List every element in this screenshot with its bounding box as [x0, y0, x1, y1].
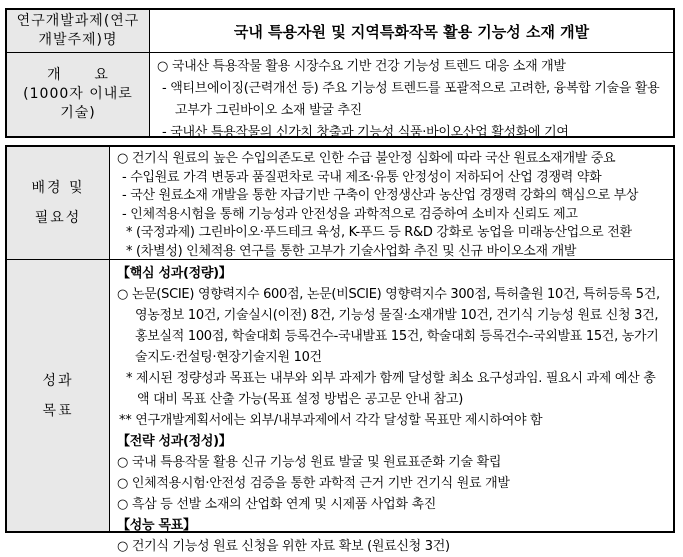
project-name-label: [7, 10, 150, 52]
background-label-lines: [31, 173, 84, 233]
goals-content: [110, 260, 673, 554]
text-paragraph: ○ 건기식 원료의 높은 수입의존도로 인한 수급 불안정 심화에 따라 국산 원료소재개발 중요: [117, 151, 616, 166]
goals-label: [7, 260, 110, 531]
background-row: [7, 147, 673, 260]
background-label: [7, 147, 110, 259]
text-paragraph: ○ 흑삼 등 선발 소재의 산업화 연계 및 시제품 사업화 촉진: [117, 497, 437, 512]
overview-content: [150, 53, 673, 140]
label-line: 개 요: [47, 67, 109, 83]
text-paragraph: * (국정과제) 그린바이오·푸드테크 육성, K-푸드 등 R&D 강화로 농업을 미래농산업으로 전환: [126, 225, 632, 241]
background-goals-table: [5, 145, 675, 554]
text-paragraph: ** 연구개발계획서에는 외부/내부과제에서 각각 달성할 목표만 제시하여야 함: [119, 413, 543, 428]
text-paragraph: - 액티브에이징(근력개선 등) 주요 기능성 트렌드를 포괄적으로 고려한, 융복합 기술을 활용 고부가 그린바이오 소재 발굴 추진: [162, 81, 660, 118]
section-header: 【전략 성과(정성)】: [117, 434, 232, 449]
text-paragraph: ○ 건기식 기능성 원료 신청을 위한 자료 확보 (원료신청 3건): [117, 539, 450, 554]
label-line: 필요성: [34, 210, 82, 226]
label-line: 기술): [60, 105, 96, 121]
text-paragraph: - 인체적용시험을 통해 기능성과 안전성을 과학적으로 검증하여 소비자 신뢰도 제고: [122, 206, 578, 222]
text-paragraph: - 국내산 특용작물의 신가치 창출과 기능성 식품·바이오산업 활성화에 기여: [162, 125, 569, 140]
overview-row: [7, 53, 673, 140]
overview-label-lines: [23, 66, 133, 123]
overview-label: [7, 53, 150, 136]
project-name-label-lines: [17, 12, 140, 50]
section-header: 【성능 목표】: [117, 518, 196, 533]
text-paragraph: ○ 국내산 특용작물 활용 시장수요 기반 건강 기능성 트렌드 대응 소재 개발: [157, 59, 566, 74]
text-paragraph: * 제시된 정량성과 목표는 내부와 외부 과제가 함께 달성할 최소 요구성과임. 필요시 과제 예산 총액 대비 목표 산출 가능(목표 설정 방법은 공고문 안내 참고): [126, 371, 656, 407]
label-line: 개발주제)명: [38, 32, 118, 48]
label-line: 목표: [42, 402, 74, 419]
text-paragraph: - 국산 원료소재 개발을 통한 자급기반 구축이 안정생산과 농산업 경쟁력 강화의 핵심으로 부상: [122, 188, 639, 204]
background-content: [110, 147, 673, 259]
text-paragraph: ○ 인체적용시험·안전성 검증을 통한 과학적 근거 기반 건기식 원료 개발: [117, 476, 510, 491]
label-line: 성과: [42, 372, 74, 389]
text-paragraph: ○ 국내 특용작물 활용 신규 기능성 원료 발굴 및 원료표준화 기술 확립: [117, 455, 502, 470]
goals-row: [7, 260, 673, 554]
label-line: 배경 및: [31, 180, 85, 196]
project-overview-table: [5, 8, 675, 138]
section-header: 【핵심 성과(정량)】: [117, 266, 232, 281]
label-line: 연구개발과제(연구: [16, 13, 140, 29]
text-paragraph: ○ 논문(SCIE) 영향력지수 600점, 논문(비SCIE) 영향력지수 300점, 특허출원 10건, 특허등록 5건, 영농정보 10건, 기술실시(이전) 8건, 기능성 물질·소재개발 10건, 건기식 기능성 원료 신청 3건, 홍보실적 100점, 학술대회 등록건수-국내발표 15건, 학술대회 등록건수-국외발표 15건, 농가기술지도·컨설팅·현장기술지원 10건: [117, 287, 660, 365]
text-paragraph: * (차별성) 인체적용 연구를 통한 고부가 기술사업화 추진 및 신규 바이오소재 개발: [126, 243, 577, 259]
text-paragraph: - 수입원료 가격 변동과 품질편차로 국내 제조·유통 안정성이 저하되어 산업 경쟁력 약화: [122, 169, 602, 185]
project-title: 국내 특용자원 및 지역특화작목 활용 기능성 소재 개발: [150, 10, 673, 52]
project-name-row: [7, 10, 673, 53]
label-line: (1000자 이내로: [23, 86, 133, 102]
goals-label-lines: [42, 366, 73, 426]
